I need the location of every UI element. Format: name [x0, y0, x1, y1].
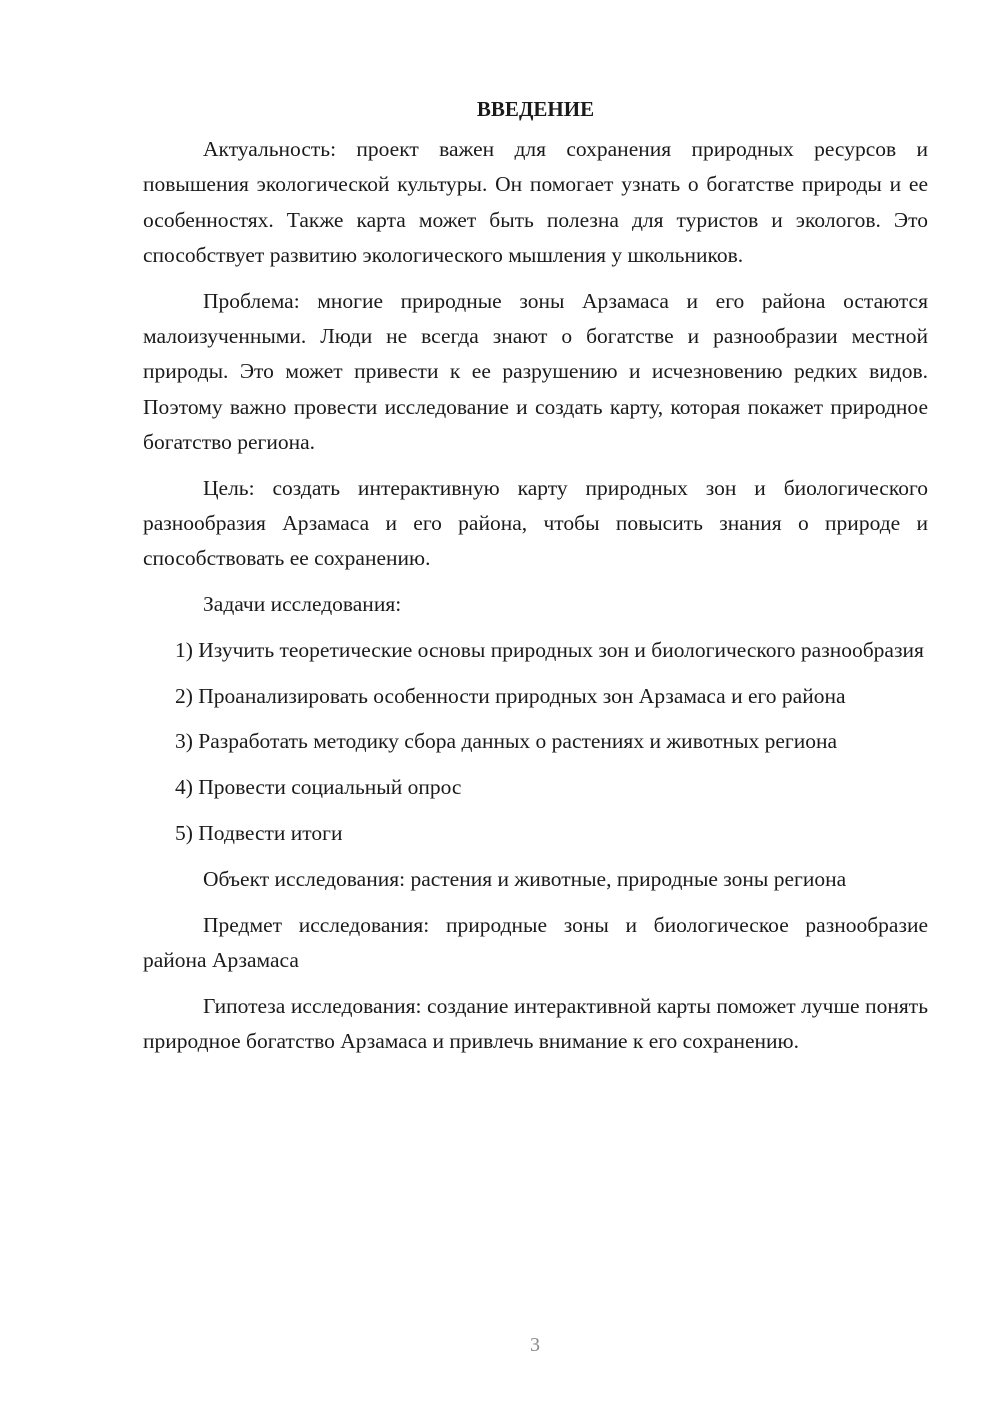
paragraph-goal: Цель: создать интерактивную карту природных зон и биологического разнообразия Арзамаса и его района, чтобы повысить знания о природе и способствовать ее сохранению.: [143, 475, 928, 571]
task-item-2: 2) Проанализировать особенности природных зон Арзамаса и его района: [175, 683, 846, 708]
paragraph-object: Объект исследования: растения и животные, природные зоны региона: [203, 866, 847, 891]
task-item-3: 3) Разработать методику сбора данных о растениях и животных региона: [175, 729, 838, 754]
task-item-1: 1) Изучить теоретические основы природных зон и биологического разнообразия: [175, 637, 924, 662]
paragraph-problem: Проблема: многие природные зоны Арзамаса и его района остаются малоизученными. Люди не всегда знают о богатстве и разнообразии местной природы. Это может привести к ее разрушению и исчезновению редких видов. Поэтому важно провести исследование и создать карту, которая покажет природное богатство региона.: [143, 288, 928, 454]
paragraph-hypothesis: Гипотеза исследования: создание интерактивной карты поможет лучше понять природное богатство Арзамаса и привлечь внимание к его сохранению.: [143, 993, 928, 1054]
task-item-5: 5) Подвести итоги: [175, 821, 343, 846]
page-title: ВВЕДЕНИЕ: [476, 97, 595, 121]
page-number: 3: [530, 1334, 540, 1356]
paragraph-subject: Предмет исследования: природные зоны и биологическое разнообразие района Арзамаса: [143, 912, 928, 972]
paragraph-relevance: Актуальность: проект важен для сохранения природных ресурсов и повышения экологической культуры. Он помогает узнать о богатстве природы и ее особенностях. Также карта может быть полезна для туристов и экологов. Это способствует развитию экологического мышления у школьников.: [143, 137, 928, 267]
tasks-heading: Задачи исследования:: [203, 592, 402, 617]
task-item-4: 4) Провести социальный опрос: [175, 775, 462, 800]
document-page: [143, 92, 928, 1059]
